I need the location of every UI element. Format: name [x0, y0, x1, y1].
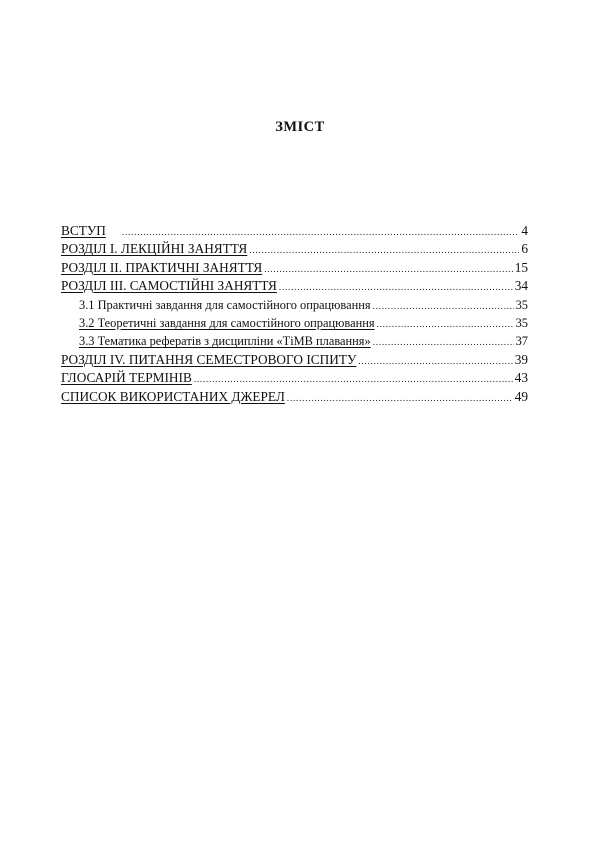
toc-entry-label: 3.2 Теоретичні завдання для самостійного опрацювання — [79, 315, 375, 330]
toc-page-number: 49 — [514, 388, 528, 404]
toc-leader-dots — [249, 241, 519, 259]
toc-leader-dots — [373, 297, 514, 315]
toc-page-number: 6 — [521, 241, 528, 257]
toc-entry-label: РОЗДІЛ IV. ПИТАННЯ СЕМЕСТРОВОГО ІСПИТУ — [61, 351, 357, 367]
toc-entry-subsection-3-2[interactable] — [61, 314, 528, 332]
toc-entry-glossary[interactable] — [61, 369, 528, 387]
toc-leader-dots — [122, 223, 519, 241]
table-of-contents — [61, 222, 528, 406]
toc-page-number: 34 — [514, 278, 528, 294]
toc-page-number: 43 — [514, 370, 528, 386]
toc-leader-dots — [194, 370, 513, 388]
page-title: ЗМІСТ — [275, 119, 325, 135]
toc-entry-label: 3.1 Практичні завдання для самостійного опрацювання — [79, 297, 371, 312]
toc-page-number: 39 — [514, 351, 528, 367]
toc-entry-section-3[interactable] — [61, 277, 528, 295]
toc-entry-label: СПИСОК ВИКОРИСТАНИХ ДЖЕРЕЛ — [61, 388, 285, 404]
toc-page-number: 35 — [515, 315, 528, 330]
toc-entry-label: РОЗДІЛ ІІІ. САМОСТІЙНІ ЗАНЯТТЯ — [61, 278, 277, 294]
toc-entry-section-4[interactable] — [61, 351, 528, 369]
toc-entry-intro[interactable] — [61, 222, 528, 240]
toc-leader-dots — [287, 389, 513, 407]
toc-page-number: 35 — [515, 297, 528, 312]
toc-leader-dots — [264, 260, 513, 278]
toc-entry-label: 3.3 Тематика рефератів з дисципліни «ТіМВ плавання» — [79, 334, 371, 349]
toc-entry-section-1[interactable] — [61, 240, 528, 258]
toc-entry-subsection-3-1[interactable] — [61, 296, 528, 314]
toc-entry-subsection-3-3[interactable] — [61, 332, 528, 350]
toc-leader-dots — [358, 352, 512, 370]
toc-entry-label: РОЗДІЛ ІІ. ПРАКТИЧНІ ЗАНЯТТЯ — [61, 259, 263, 275]
toc-leader-dots — [377, 315, 514, 333]
toc-leader-dots — [373, 333, 514, 351]
toc-leader-dots — [279, 278, 513, 296]
toc-entry-section-2[interactable] — [61, 259, 528, 277]
toc-page-number: 15 — [514, 259, 528, 275]
toc-entry-references[interactable] — [61, 388, 528, 406]
toc-entry-label: ВСТУП — [61, 223, 106, 238]
toc-entry-label: ГЛОСАРІЙ ТЕРМІНІВ — [61, 370, 192, 386]
toc-entry-label: РОЗДІЛ І. ЛЕКЦІЙНІ ЗАНЯТТЯ — [61, 241, 248, 257]
toc-page-number: 37 — [515, 334, 528, 349]
toc-page-number: 4 — [521, 223, 528, 238]
